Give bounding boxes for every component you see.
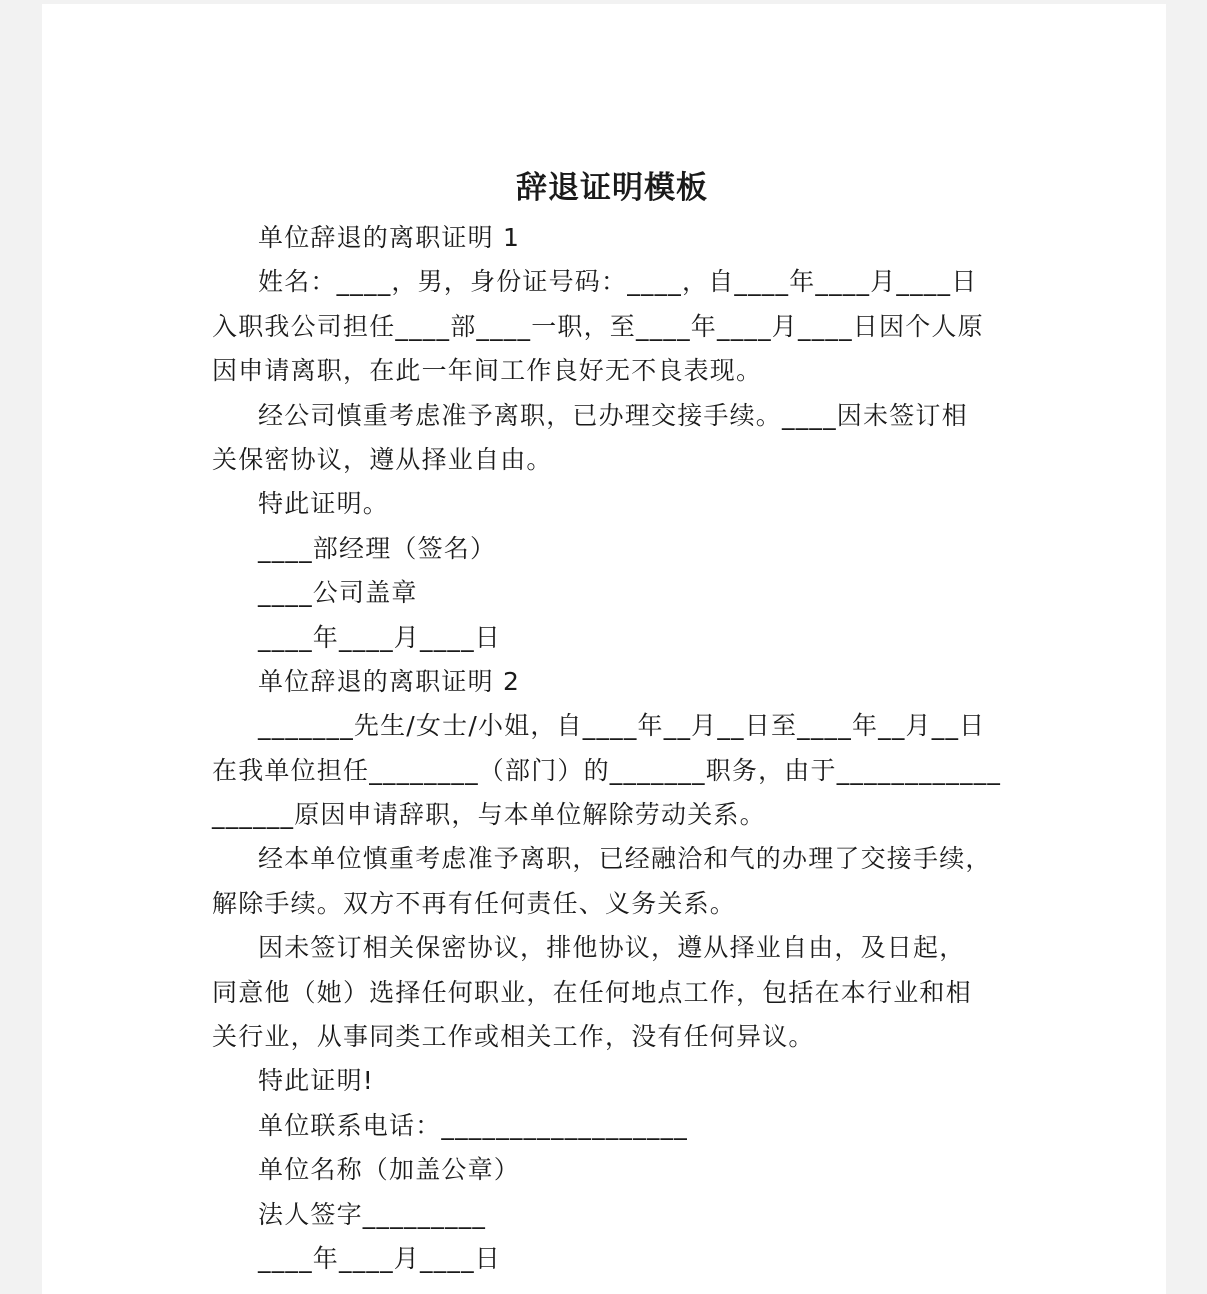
document-line: 经公司慎重考虑准予离职，已办理交接手续。____因未签订相: [258, 400, 968, 430]
document-line: 同意他（她）选择任何职业，在任何地点工作，包括在本行业和相: [212, 977, 972, 1007]
document-line: 单位联系电话：__________________: [258, 1110, 689, 1140]
document-line: 单位名称（加盖公章）: [258, 1155, 521, 1185]
document-line: 解除手续。双方不再有任何责任、义务关系。: [212, 888, 737, 918]
document-title: 辞退证明模板: [516, 170, 708, 206]
document-line: ______原因申请辞职，与本单位解除劳动关系。: [212, 800, 766, 830]
document-line: 在我单位担任________（部门）的_______职务，由于____________: [212, 755, 1002, 785]
document-line: 特此证明。: [258, 489, 390, 519]
document-line: 法人签字_________: [258, 1199, 487, 1229]
document-body: [212, 216, 1012, 1281]
document-line: 入职我公司担任____部____一职，至____年____月____日因个人原: [212, 311, 984, 341]
document-line: 因申请离职，在此一年间工作良好无不良表现。: [212, 356, 763, 386]
document-line: 单位辞退的离职证明 2: [258, 666, 521, 696]
document-line: 单位辞退的离职证明 1: [258, 223, 521, 252]
document-line: ____年____月____日: [258, 622, 502, 652]
document-line: 经本单位慎重考虑准予离职，已经融洽和气的办理了交接手续，: [258, 844, 992, 874]
document-line: 关保密协议，遵从择业自由。: [212, 444, 553, 474]
document-line: 因未签订相关保密协议，排他协议，遵从择业自由，及日起，: [258, 933, 966, 963]
document-line: ____年____月____日: [258, 1243, 502, 1273]
document-line: ____部经理（签名）: [258, 533, 497, 563]
document-line: 特此证明!: [258, 1066, 375, 1096]
document-content: [212, 164, 1012, 1281]
document-line: ____公司盖章: [258, 578, 418, 608]
document-line: 关行业，从事同类工作或相关工作，没有任何异议。: [212, 1022, 815, 1052]
document-line: 姓名：____，男，身份证号码：____，自____年____月____日: [258, 267, 978, 297]
document-line: _______先生/女士/小姐，自____年__月__日至____年__月__日: [258, 711, 986, 741]
document-page: [42, 4, 1166, 1294]
